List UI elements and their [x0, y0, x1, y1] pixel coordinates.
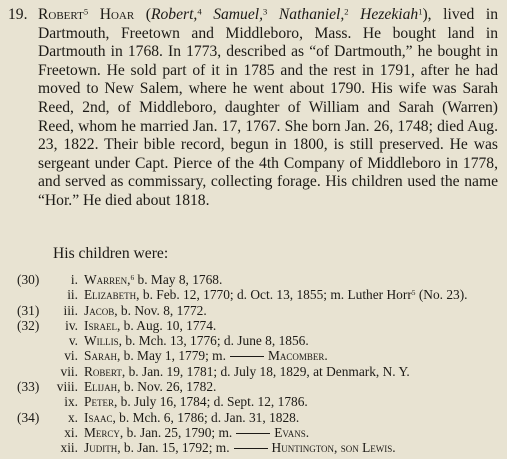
- entry-name: [38, 6, 134, 23]
- child-detail-end: (No. 23).: [415, 287, 468, 303]
- children-heading: His children were:: [53, 245, 169, 262]
- child-text: [84, 379, 498, 394]
- child-ref: (34): [17, 409, 40, 425]
- child-row: [0, 303, 507, 318]
- child-spouse: Macomber.: [267, 348, 328, 364]
- child-detail: b. Feb. 12, 1770; d. Oct. 13, 1855; m. Luther Horr: [139, 287, 412, 303]
- child-text: [84, 425, 498, 440]
- ancestor-3: Nathaniel,: [278, 6, 345, 23]
- child-detail: b. Mch. 13, 1776; d. June 8, 1856.: [121, 333, 309, 349]
- child-row: [0, 272, 507, 287]
- ancestry-close: ),: [422, 6, 432, 23]
- child-text: [84, 410, 498, 425]
- child-spouse: Huntington, son Lewis.: [271, 440, 396, 456]
- child-text: [84, 440, 498, 455]
- child-roman: x.: [67, 409, 78, 425]
- child-name: Elizabeth,: [84, 287, 140, 303]
- child-roman: xi.: [64, 424, 78, 440]
- child-detail: b. Nov. 26, 1782.: [120, 379, 217, 395]
- child-text: [84, 303, 498, 318]
- children-list: [0, 272, 507, 456]
- child-row: [0, 425, 507, 440]
- child-spouse: Evans.: [274, 424, 310, 440]
- child-ref: (31): [17, 302, 40, 318]
- ancestor-4-gen: 1: [418, 6, 423, 17]
- child-name: Judith,: [84, 440, 121, 456]
- ancestry-open: (: [145, 6, 151, 23]
- child-detail: b. Jan. 15, 1792; m.: [120, 440, 230, 456]
- child-detail: b. May 8, 1768.: [134, 272, 223, 287]
- child-detail: b. Aug. 10, 1774.: [120, 317, 217, 333]
- child-name: Jacob,: [84, 302, 118, 318]
- entry-generation: 5: [83, 6, 89, 17]
- spouse-gen: 5: [411, 288, 416, 298]
- child-detail: b. Jan. 25, 1790; m.: [123, 424, 233, 440]
- child-detail: b. July 16, 1784; d. Sept. 12, 1786.: [117, 394, 308, 410]
- child-roman: v.: [68, 333, 78, 349]
- ancestor-4: Hezekiah: [360, 6, 419, 23]
- child-detail: b. Mch. 6, 1786; d. Jan. 31, 1828.: [115, 409, 300, 425]
- ancestor-3-gen: 2: [344, 6, 349, 17]
- child-roman: iii.: [63, 302, 78, 318]
- child-ref: (32): [17, 317, 40, 333]
- child-text: [84, 272, 498, 287]
- child-name: Mercy,: [84, 424, 124, 440]
- child-row: [0, 440, 507, 455]
- child-roman: i.: [70, 272, 78, 287]
- child-name: Peter,: [84, 394, 118, 410]
- child-row: [0, 348, 507, 363]
- child-roman: ix.: [64, 394, 78, 410]
- entry-name-initial: R: [38, 6, 49, 23]
- child-row: [0, 333, 507, 348]
- child-detail: b. Jan. 19, 1781; d. July 18, 1829, at Denmark, N. Y.: [125, 363, 410, 379]
- child-detail: b. May 1, 1779; m.: [120, 348, 226, 364]
- child-roman: xii.: [60, 440, 78, 456]
- entry-number: 19.: [8, 6, 28, 23]
- child-row: [0, 394, 507, 409]
- child-roman: ii.: [67, 287, 78, 303]
- ancestor-2: Samuel,: [213, 6, 263, 23]
- ancestor-2-gen: 3: [263, 6, 268, 17]
- blank-line: [230, 356, 264, 357]
- child-name: Robert,: [84, 363, 126, 379]
- entry-surname: Hoar: [99, 6, 135, 23]
- blank-line: [236, 433, 270, 434]
- child-text: [84, 287, 498, 302]
- child-text: [84, 333, 498, 348]
- child-detail: b. Nov. 8, 1772.: [117, 302, 207, 318]
- child-roman: vi.: [64, 348, 78, 364]
- child-row: [0, 364, 507, 379]
- entry-ancestry: [146, 6, 432, 23]
- child-text: [84, 348, 498, 363]
- blank-line: [234, 448, 268, 449]
- child-ref: (33): [17, 379, 40, 395]
- entry-name-rest: obert: [48, 6, 84, 23]
- child-gen: 6: [130, 272, 135, 282]
- child-text: [84, 364, 498, 379]
- child-name: Israel,: [84, 317, 121, 333]
- child-ref: (30): [17, 272, 40, 287]
- child-text: [84, 394, 498, 409]
- child-name: Elijah,: [84, 379, 121, 395]
- child-row: [0, 318, 507, 333]
- child-row: [0, 379, 507, 394]
- child-text: [84, 318, 498, 333]
- child-roman: iv.: [65, 317, 78, 333]
- entry-paragraph: [8, 6, 498, 211]
- child-roman: vii.: [60, 363, 78, 379]
- ancestor-1-gen: 4: [197, 6, 202, 17]
- child-name: Isaac,: [84, 409, 116, 425]
- child-name: Warren,: [84, 272, 131, 287]
- child-row: [0, 287, 507, 302]
- entry-body: [38, 6, 498, 211]
- child-roman: viii.: [56, 379, 78, 395]
- entry-text: lived in Dartmouth, Freetown and Middleboro, Mass. He bought land in Dartmouth in 1768. In 1773, described as “of Dartmouth,” he bought in Freetown. He sold part of it in 1785 and the rest in 1791, after he had moved to New Salem, where he went about 1790. His wife was Sarah Reed, 2nd, of Middleboro, daughter of William and Sarah (Warren) Reed, whom he married Jan. 17, 1767. She born Jan. 26, 1748; died Aug. 23, 1822. Their bible record, begun in 1800, is still preserved. He was sergeant under Capt. Pierce of the 4th Company of Middleboro in 1778, and served as commissary, collecting forage. His children used the name “Hor.” He died about 1818.: [38, 6, 499, 209]
- ancestor-1: Robert,: [150, 6, 198, 23]
- child-row: [0, 410, 507, 425]
- child-name: Willis,: [84, 333, 122, 349]
- child-name: Sarah,: [84, 348, 121, 364]
